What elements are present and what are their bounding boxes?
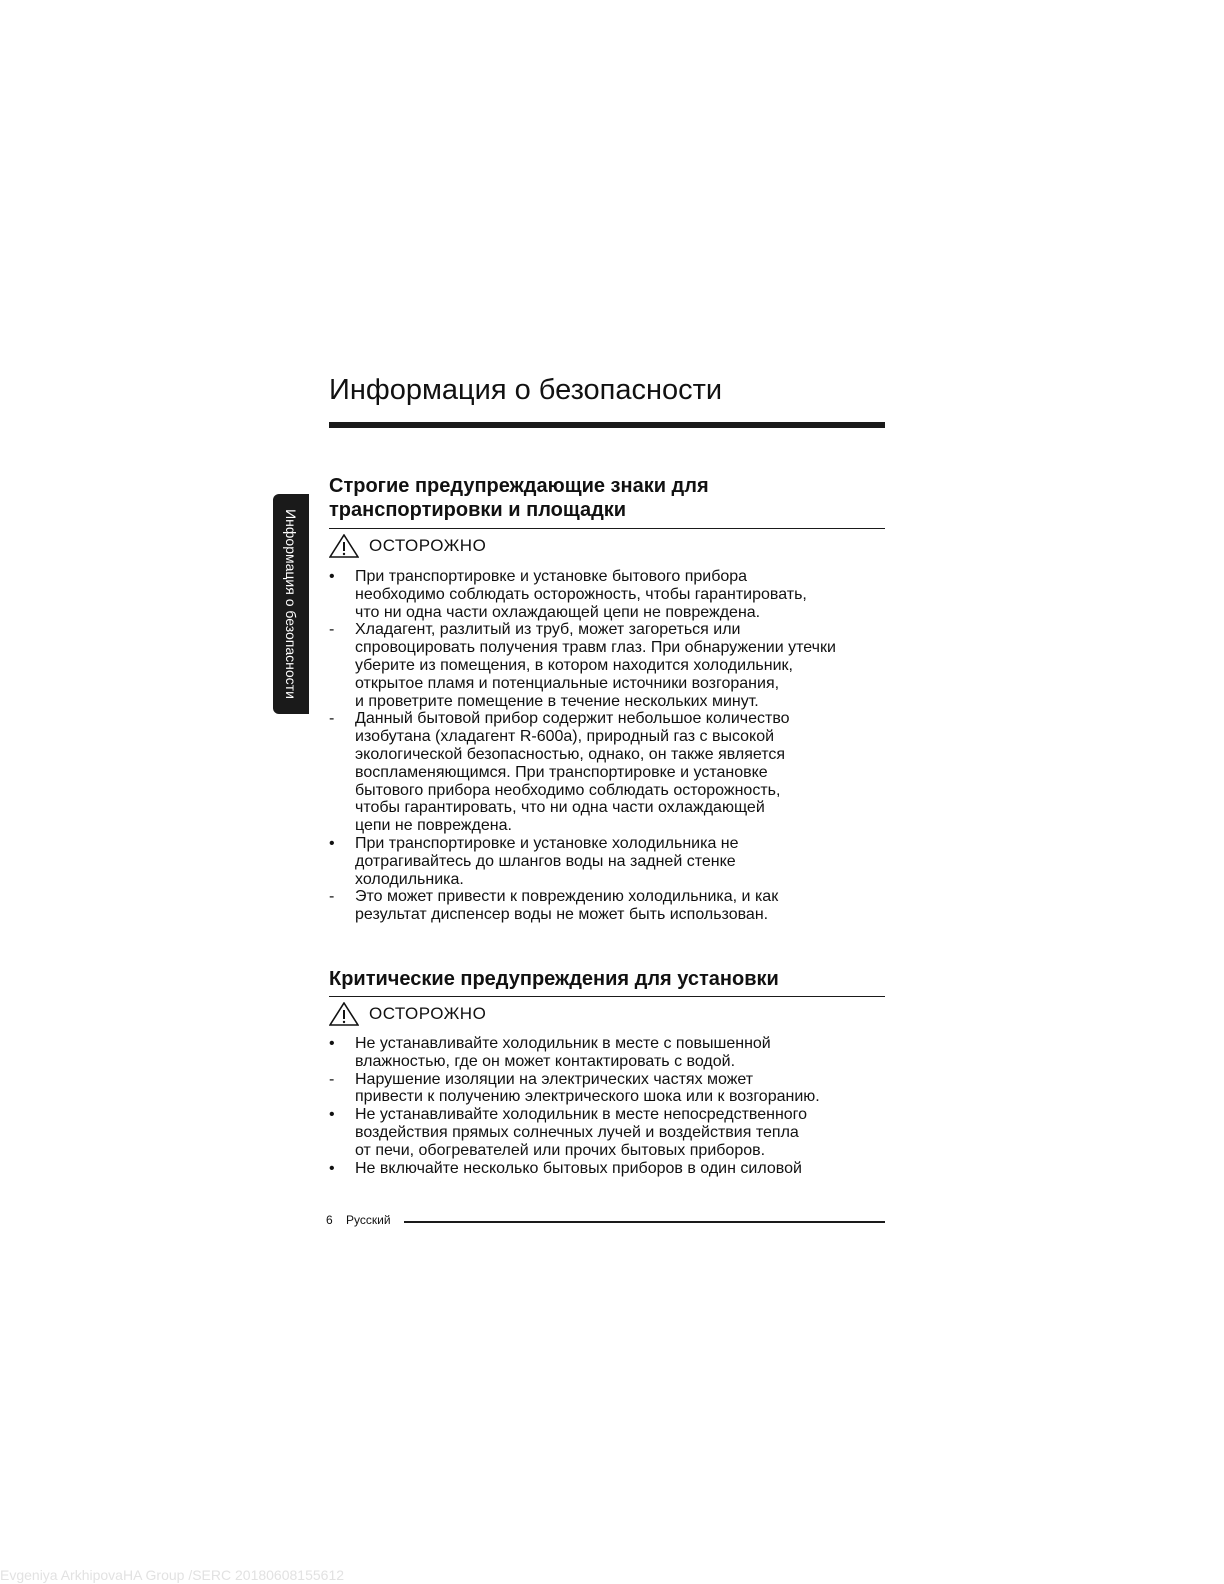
section-heading-line: транспортировки и площадки — [329, 499, 627, 521]
list-item-line: влажностью, где он может контактировать с водой. — [355, 1052, 736, 1070]
list-item-line: холодильника. — [355, 870, 464, 888]
list-item-line: Не устанавливайте холодильник в месте с повышенной — [355, 1035, 771, 1052]
dash-marker: - — [329, 888, 335, 906]
watermark-text: Evgeniya ArkhipovaHA Group /SERC 20180608155612 — [0, 1567, 345, 1583]
list-item-line: привести к получению электрического шока или к возгоранию. — [355, 1088, 820, 1106]
side-tab — [273, 494, 309, 714]
list-item — [329, 1071, 889, 1107]
dash-marker: - — [329, 710, 335, 728]
list-item — [329, 1035, 889, 1071]
list-item-line: воспламеняющимся. При транспортировке и установке — [355, 763, 768, 781]
list-item-line: чтобы гарантировать, что ни одна части охлаждающей — [355, 799, 765, 817]
side-tab-label: Информация о безопасности — [283, 509, 299, 699]
bullet-marker: • — [329, 834, 335, 852]
warning-list-transport — [329, 568, 889, 924]
list-item — [329, 835, 889, 888]
list-item-line: что ни одна части охлаждающей цепи не повреждена. — [355, 603, 761, 621]
footer-rule — [404, 1221, 885, 1223]
title-rule — [329, 422, 885, 428]
caution-label: ОСТОРОЖНО — [369, 536, 487, 555]
section-heading-transport — [329, 474, 709, 522]
list-item — [329, 621, 889, 710]
caution-label-block — [329, 1001, 486, 1027]
list-item-line: и проветрите помещение в течение нескольких минут. — [355, 692, 759, 710]
list-item — [329, 888, 889, 924]
list-item-line: изобутана (хладагент R-600a), природный газ с высокой — [355, 728, 775, 746]
list-item — [329, 1160, 889, 1178]
section-heading-line: Строгие предупреждающие знаки для — [329, 475, 709, 497]
list-item-line: экологической безопасностью, однако, он также является — [355, 745, 786, 763]
caution-label: ОСТОРОЖНО — [369, 1004, 487, 1023]
list-item-line: дотрагивайтесь до шлангов воды на задней стенке — [355, 852, 736, 870]
bullet-marker: • — [329, 1159, 335, 1177]
list-item-line: уберите из помещения, в котором находится холодильник, — [355, 656, 793, 674]
warning-triangle-icon — [329, 1002, 359, 1026]
list-item-line: Не устанавливайте холодильник в месте непосредственного — [355, 1106, 808, 1124]
list-item-line: необходимо соблюдать осторожность, чтобы гарантировать, — [355, 585, 807, 603]
page-title: Информация о безопасности — [329, 374, 723, 406]
caution-label-block — [329, 533, 486, 559]
dash-marker: - — [329, 621, 335, 639]
list-item-line: бытового прибора необходимо соблюдать осторожность, — [355, 781, 781, 799]
list-item — [329, 1106, 889, 1159]
warning-triangle-icon — [329, 534, 359, 558]
section-heading-installation — [329, 967, 779, 991]
bullet-marker: • — [329, 1106, 335, 1124]
bullet-marker: • — [329, 568, 335, 585]
section-heading-line: Критические предупреждения для установки — [329, 968, 779, 990]
list-item-line: результат диспенсер воды не может быть использован. — [355, 906, 769, 924]
section-rule — [329, 528, 885, 529]
list-item-line: Нарушение изоляции на электрических частях может — [355, 1070, 754, 1088]
list-item-line: Не включайте несколько бытовых приборов в один силовой — [355, 1159, 802, 1177]
list-item-line: спровоцировать получения травм глаз. При обнаружении утечки — [355, 639, 836, 657]
bullet-marker: • — [329, 1035, 335, 1052]
list-item — [329, 710, 889, 835]
list-item-line: Хладагент, разлитый из труб, может загореться или — [355, 621, 741, 639]
footer-language: Русский — [346, 1213, 391, 1227]
dash-marker: - — [329, 1070, 335, 1088]
list-item-line: от печи, обогревателей или прочих бытовых приборов. — [355, 1141, 766, 1159]
list-item-line: цепи не повреждена. — [355, 817, 512, 835]
list-item-line: открытое пламя и потенциальные источники возгорания, — [355, 674, 780, 692]
list-item-line: воздействия прямых солнечных лучей и воздействия тепла — [355, 1123, 799, 1141]
list-item-line: При транспортировке и установке холодильника не — [355, 834, 739, 852]
list-item-line: При транспортировке и установке бытового прибора — [355, 568, 748, 585]
list-item — [329, 568, 889, 621]
list-item-line: Это может привести к повреждению холодильника, и как — [355, 888, 779, 906]
section-rule — [329, 996, 885, 997]
list-item-line: Данный бытовой прибор содержит небольшое количество — [355, 710, 790, 728]
warning-list-installation — [329, 1035, 889, 1177]
page-number: 6 — [326, 1213, 333, 1227]
